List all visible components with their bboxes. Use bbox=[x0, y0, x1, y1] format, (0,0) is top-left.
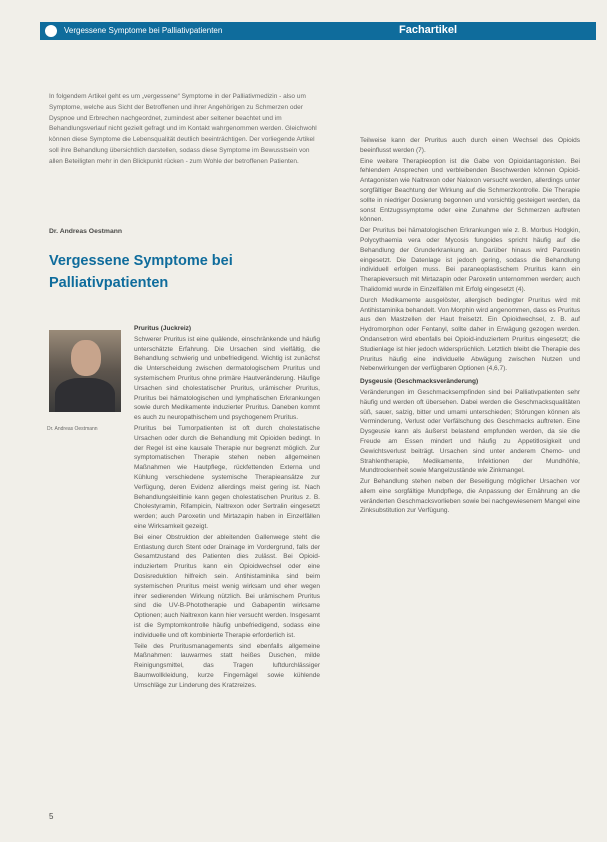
section-heading: Pruritus (Juckreiz) bbox=[134, 325, 192, 332]
article-title-line-1: Vergessene Symptome bei bbox=[49, 253, 233, 269]
photo-body bbox=[55, 378, 115, 412]
body-paragraph: Zur Behandlung stehen neben der Beseitigung möglicher Ursachen vor allem eine sorgfältige Mundpflege, die Anpassung der Ernährung an die veränderten Geschmacksvorlieben sowie bei nachgewiesenem Mangel eine Zinksubstitution zur Verfügung. bbox=[360, 478, 580, 515]
article-title bbox=[49, 250, 319, 294]
photo-head bbox=[71, 340, 101, 376]
author-name: Dr. Andreas Oestmann bbox=[49, 228, 123, 235]
body-paragraph: Teile des Pruritusmanagements sind ebenfalls allgemeine Maßnahmen: lauwarmes statt heißes Duschen, milde Reinigungsmittel, das Tragen luftdurchlässiger Baumwollkleidung, kurze Fingernägel sowie kühlende Umschläge zur Linderung des Kratzreizes. bbox=[134, 642, 320, 689]
section-heading: Dysgeusie (Geschmacksveränderung) bbox=[360, 378, 479, 386]
body-paragraph: Eine weitere Therapieoption ist die Gabe von Opioidantagonisten. Bei fehlendem Ansprechen und verbleibenden Beschwerden können Opioid-Antagonisten wie Naltrexon oder Naloxon versucht werden, allerdings unter sorgfältiger Beachtung der Wirkung auf die Schmerzkontrolle. Die Therapie sollte in niedriger Dosierung begonnen und vorsichtig gesteigert werden, da sonst Entzugssymptome oder eine Zunahme der Schmerzen auftreten können. bbox=[360, 157, 580, 224]
body-paragraph: Schwerer Pruritus ist eine quälende, einschränkende und häufig unterschätzte Erfahrung. Die Ursachen sind vielfältig, die Behandlung schwierig und unbefriedigend. Wichtig ist zunächst die Unterscheidung zwischen dermatologischem Pruritus und systemischem Pruritus ohne primäre Hautveränderung. Häufige Ursachen sind cholestatischer Pruritus, urämischer Pruritus, Pruritus bei hämatologischen und lymphatischen Erkrankungen sowie durch Medikamente induzierter Pruritus. Daneben kommt es auch zu neuropathischem und psychogenem Pruritus. bbox=[134, 335, 320, 422]
body-column-right bbox=[360, 136, 580, 517]
body-paragraph: Durch Medikamente ausgelöster, allergisch bedingter Pruritus wird mit Antihistaminika behandelt. Von Morphin wird angenommen, dass es Pruritus aus den Mastzellen der Haut freisetzt. Ein Opioidwechsel, z. B. auf Hydromorphon oder Fentanyl, sollte daher in Erwägung gezogen werden. Ondansetron wird ebenfalls bei Opioid-induziertem Pruritus eingesetzt; die Studienlage ist hier jedoch widersprüchlich. Letztlich bleibt die Therapie des Pruritus häufig eine individuelle Abwägung zwischen Nutzen und Nebenwirkungen der verfügbaren Optionen (4,6,7). bbox=[360, 296, 580, 373]
body-column-middle bbox=[134, 324, 320, 691]
body-paragraph: Veränderungen im Geschmacksempfinden sind bei Palliativpatienten sehr häufig und werden oft übersehen. Dabei werden die Geschmacksqualitäten süß, sauer, salzig, bitter und umami unterschieden; Störungen können als Verminderung, Verlust oder Verfälschung des Geschmacks auftreten. Eine Dysgeusie kann als äußerst belastend empfunden werden, da sie die Freude am Essen mindert und häufig zu Appetitlosigkeit und Gewichtsverlust beiträgt. Ursachen sind unter anderem Chemo- und Strahlentherapie, Medikamente, Infektionen der Mundhöhle, Mundtrockenheit sowie Mangelzustände wie Zinkmangel. bbox=[360, 388, 580, 475]
body-paragraph: Pruritus bei Tumorpatienten ist oft durch cholestatische Ursachen oder durch die Behandlung mit Opioiden bedingt. In der Regel ist eine kausale Therapie nur begrenzt möglich. Zur symptomatischen Therapie stehen neben allgemeinen Maßnahmen wie Hautpflege, rückfettenden Externa und Kühlung verschiedene systemische Therapieansätze zur Verfügung, deren Evidenz allerdings meist gering ist. Nach Behandlungsleitlinie kann gegen cholestatischen Pruritus z. B. Cholestyramin, Rifampicin, Naltrexon oder Sertralin eingesetzt werden; auch Paroxetin und Mirtazapin haben in Einzelfällen eine Wirksamkeit gezeigt. bbox=[134, 424, 320, 530]
body-paragraph: Teilweise kann der Pruritus auch durch einen Wechsel des Opioids beeinflusst werden (7). bbox=[360, 137, 580, 154]
page-number: 5 bbox=[49, 812, 54, 821]
author-photo bbox=[49, 330, 121, 412]
intro-paragraph: In folgendem Artikel geht es um „vergessene“ Symptome in der Palliativmedizin - also um Symptome, welche aus Sicht der Betroffenen und ihrer Angehörigen zu Schmerzen oder Dyspnoe und Erbrechen nachgeordnet, zumindest aber seltener beachtet und im Behandlungsverlauf nicht gezielt gefragt und im Kontakt wahrgenommen werden. Gleichwohl können diese Symptome die Lebensqualität deutlich beeinträchtigen. Der vorliegende Artikel soll ihre Behandlung übersichtlich darstellen, sodass diese Symptome im Bewusstsein von allen Beteiligten mehr in den Blickpunkt rücken - zum Wohle der betroffenen Patienten. bbox=[49, 93, 317, 165]
section-label: Fachartikel bbox=[399, 24, 458, 36]
article-title-line-2: Palliativpatienten bbox=[49, 275, 169, 291]
body-paragraph: Bei einer Obstruktion der ableitenden Gallenwege steht die Entlastung durch Stent oder Drainage im Vordergrund, falls der Gesamtzustand des Patienten dies zulässt. Bei Opioid-induziertem Pruritus kann ein Opioidwechsel oder eine Dosisreduktion hilfreich sein. Antihistaminika sind beim systemischen Pruritus meist wenig wirksam und eher wegen ihrer sedierenden Wirkung nützlich. Bei urämischem Pruritus sind die UV-B-Phototherapie und Gabapentin wirksame Optionen; auch Naltrexon kann hier versucht werden. Insgesamt ist die Symptomkontrolle häufig unbefriedigend, sodass eine individuelle und oft kombinierte Therapie erforderlich ist. bbox=[134, 533, 320, 639]
intro-text bbox=[49, 92, 319, 168]
header-circle-icon bbox=[45, 25, 57, 37]
photo-caption: Dr. Andreas Oestmann bbox=[47, 426, 98, 432]
running-title: Vergessene Symptome bei Palliativpatienten bbox=[64, 26, 223, 35]
body-paragraph: Der Pruritus bei hämatologischen Erkrankungen wie z. B. Morbus Hodgkin, Polycythaemia vera oder Mycosis fungoides spricht häufig auf die Behandlung der Grunderkrankung an. Darüber hinaus wird Paroxetin eingesetzt. Die Datenlage ist jedoch gering, sodass die Behandlung individuell erfolgen muss. Bei paraneoplastischem Pruritus kann ein Therapieversuch mit Mirtazapin oder Paroxetin unternommen werden; auch Thalidomid wurde in Einzelfällen mit Erfolg eingesetzt (4). bbox=[360, 227, 580, 293]
